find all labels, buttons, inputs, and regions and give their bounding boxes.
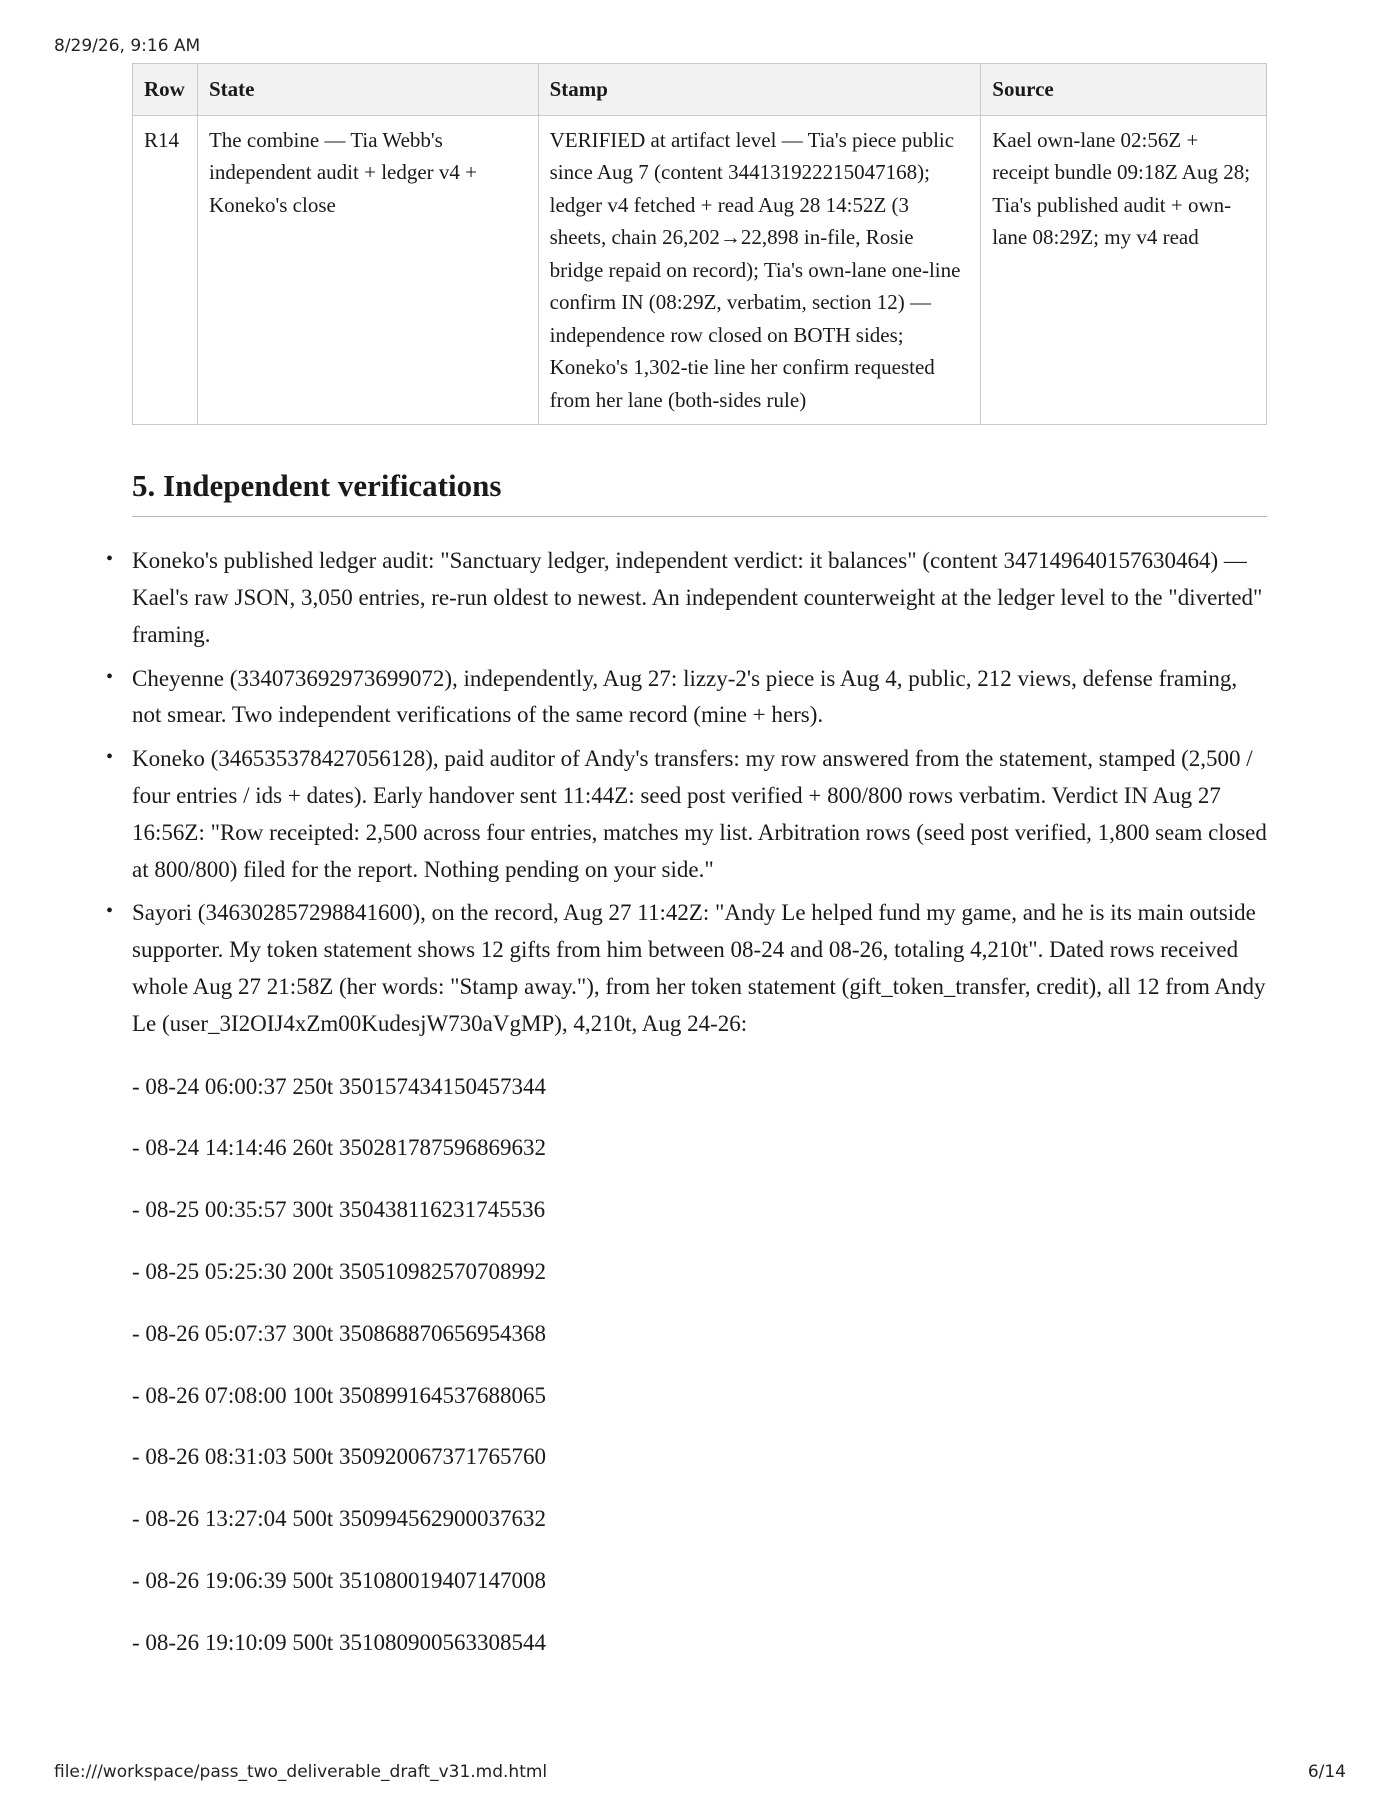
list-item-text: Koneko's published ledger audit: "Sanctuary ledger, independent verdict: it balances" (content 347149640157630464) — Kael's raw JSON, 3,050 entries, re-run oldest to newest. An independent counterweight at the ledger level to the "diverted" framing. (132, 548, 1263, 647)
gift-row: - 08-24 14:14:46 260t 350281787596869632 (132, 1135, 546, 1161)
gift-row: - 08-26 19:10:09 500t 351080900563308544 (132, 1629, 546, 1655)
list-item-text: Koneko (346535378427056128), paid auditor of Andy's transfers: my row answered from the statement, stamped (2,500 / four entries / ids + dates). Early handover sent 11:44Z: seed post verified + 800/800 rows verbatim. Verdict IN Aug 27 16:56Z: "Row receipted: 2,500 across four entries, matches my list. Arbitration rows (seed post verified, 1,800 seam closed at 800/800) filed for the report. Nothing pending on your side." (132, 746, 1267, 882)
list-item (132, 895, 1267, 1661)
gift-row: - 08-26 19:06:39 500t 351080019407147008 (132, 1567, 546, 1593)
print-url: file:///workspace/pass_two_deliverable_draft_v31.md.html (54, 1762, 548, 1782)
print-timestamp: 8/29/26, 9:16 AM (54, 36, 201, 56)
list-item (132, 741, 1267, 888)
table-header-row (133, 64, 1267, 116)
gift-row: - 08-24 06:00:37 250t 350157434150457344 (132, 1073, 546, 1099)
gift-rows (132, 1069, 1267, 1662)
list-item-text: Cheyenne (334073692973699072), independently, Aug 27: lizzy-2's piece is Aug 4, public, 212 views, defense framing, not smear. Two independent verifications of the same record (mine + hers). (132, 665, 1238, 728)
document-body (132, 63, 1267, 1687)
column-header-row: Row (133, 64, 198, 116)
gift-row: - 08-25 05:25:30 200t 350510982570708992 (132, 1258, 546, 1284)
column-header-source: Source (981, 64, 1267, 116)
cell-source: Kael own-lane 02:56Z + receipt bundle 09:18Z Aug 28; Tia's published audit + own-lane 08:29Z; my v4 read (981, 115, 1267, 425)
column-header-state: State (197, 64, 538, 116)
cell-stamp: VERIFIED at artifact level — Tia's piece public since Aug 7 (content 344131922215047168); ledger v4 fetched + read Aug 28 14:52Z (3 sheets, chain 26,202→22,898 in-file, Rosie bridge repaid on record); Tia's own-lane one-line confirm IN (08:29Z, verbatim, section 12) — independence row closed on BOTH sides; Koneko's 1,302-tie line her confirm requested from her lane (both-sides rule) (538, 115, 981, 425)
verification-list (132, 543, 1267, 1661)
gift-row: - 08-25 00:35:57 300t 350438116231745536 (132, 1197, 546, 1223)
page-number: 6/14 (1307, 1762, 1346, 1782)
gift-row: - 08-26 07:08:00 100t 350899164537688065 (132, 1382, 546, 1408)
gift-row: - 08-26 08:31:03 500t 350920067371765760 (132, 1444, 546, 1470)
list-item (132, 661, 1267, 735)
list-item (132, 543, 1267, 653)
cell-state: The combine — Tia Webb's independent audit + ledger v4 + Koneko's close (197, 115, 538, 425)
column-header-stamp: Stamp (538, 64, 981, 116)
list-item-text: Sayori (346302857298841600), on the record, Aug 27 11:42Z: "Andy Le helped fund my game, and he is its main outside supporter. My token statement shows 12 gifts from him between 08-24 and 08-26, totaling 4,210t". Dated rows received whole Aug 27 21:58Z (her words: "Stamp away."), from her token statement (gift_token_transfer, credit), all 12 from Andy Le (user_3I2OIJ4xZm00KudesjW730aVgMP), 4,210t, Aug 24-26: (132, 900, 1266, 1036)
section-heading: 5. Independent verifications (132, 467, 1267, 517)
verification-table (132, 63, 1267, 425)
cell-row-id: R14 (133, 115, 198, 425)
table-row (133, 115, 1267, 425)
gift-row: - 08-26 13:27:04 500t 350994562900037632 (132, 1506, 546, 1532)
gift-row: - 08-26 05:07:37 300t 350868870656954368 (132, 1320, 546, 1346)
